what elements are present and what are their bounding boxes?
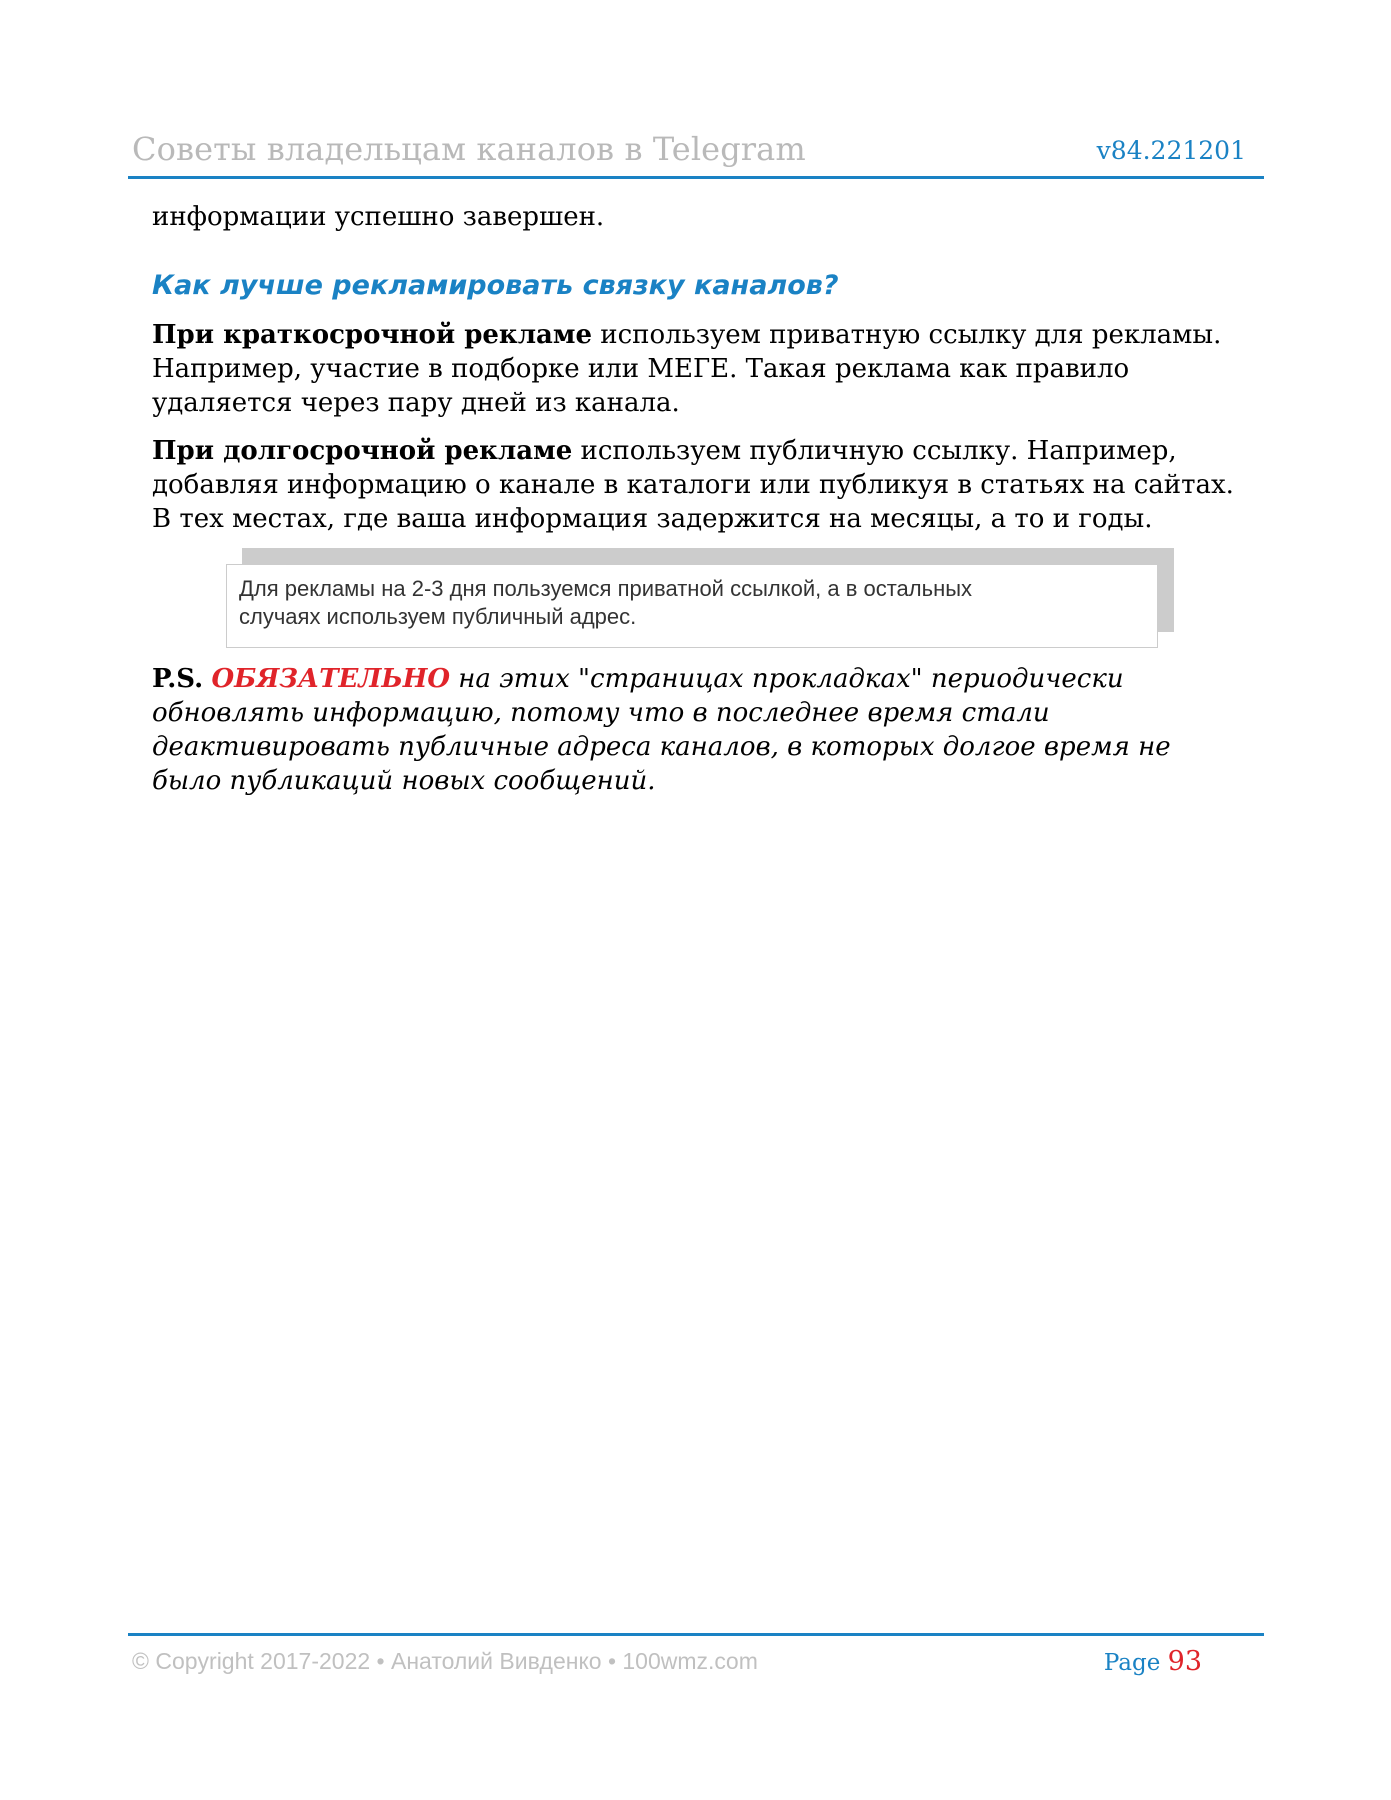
document-title: Советы владельцам каналов в Telegram: [132, 130, 806, 168]
postscript-emphasis: ОБЯЗАТЕЛЬНО: [211, 664, 451, 694]
page-header: [128, 126, 1264, 179]
document-version: v84.221201: [1096, 136, 1246, 165]
page-label: Page: [1103, 1650, 1161, 1676]
paragraph-long-term-text: используем публичную ссылку. Например, добавляя информацию о канале в каталоги или публикуя в статьях на сайтах. В тех местах, где ваша информация задержится на месяцы, а то и годы.: [152, 436, 1234, 534]
paragraph-short-term-bold: При краткосрочной рекламе: [152, 320, 592, 350]
page-footer: [128, 1633, 1264, 1686]
page-content: [152, 200, 1260, 798]
page-number: 93: [1167, 1646, 1202, 1677]
paragraph-short-term: [152, 318, 1260, 420]
postscript: [152, 662, 1260, 798]
lead-text: информации успешно завершен.: [152, 202, 605, 232]
page-indicator: [1104, 1646, 1202, 1677]
paragraph-short-term-text: используем приватную ссылку для рекламы. Например, участие в подборке или МЕГЕ. Такая реклама как правило удаляется через пару дней из канала.: [152, 320, 1222, 418]
paragraph-long-term-bold: При долгосрочной рекламе: [152, 436, 573, 466]
copyright-text: © Copyright 2017-2022 • Анатолий Вивденко • 100wmz.com: [132, 1648, 758, 1674]
postscript-label: P.S.: [152, 664, 204, 694]
note-text: Для рекламы на 2-3 дня пользуемся приватной ссылкой, а в остальных случаях используем публичный адрес.: [226, 564, 1158, 648]
section-heading: Как лучше рекламировать связку каналов?: [152, 270, 839, 301]
paragraph-long-term: [152, 434, 1260, 536]
note-callout: [226, 548, 1174, 648]
postscript-text: на этих "страницах прокладках" периодически обновлять информацию, потому что в последнее время стали деактивировать публичные адреса каналов, в которых долгое время не было публикаций новых сообщений.: [152, 664, 1171, 796]
